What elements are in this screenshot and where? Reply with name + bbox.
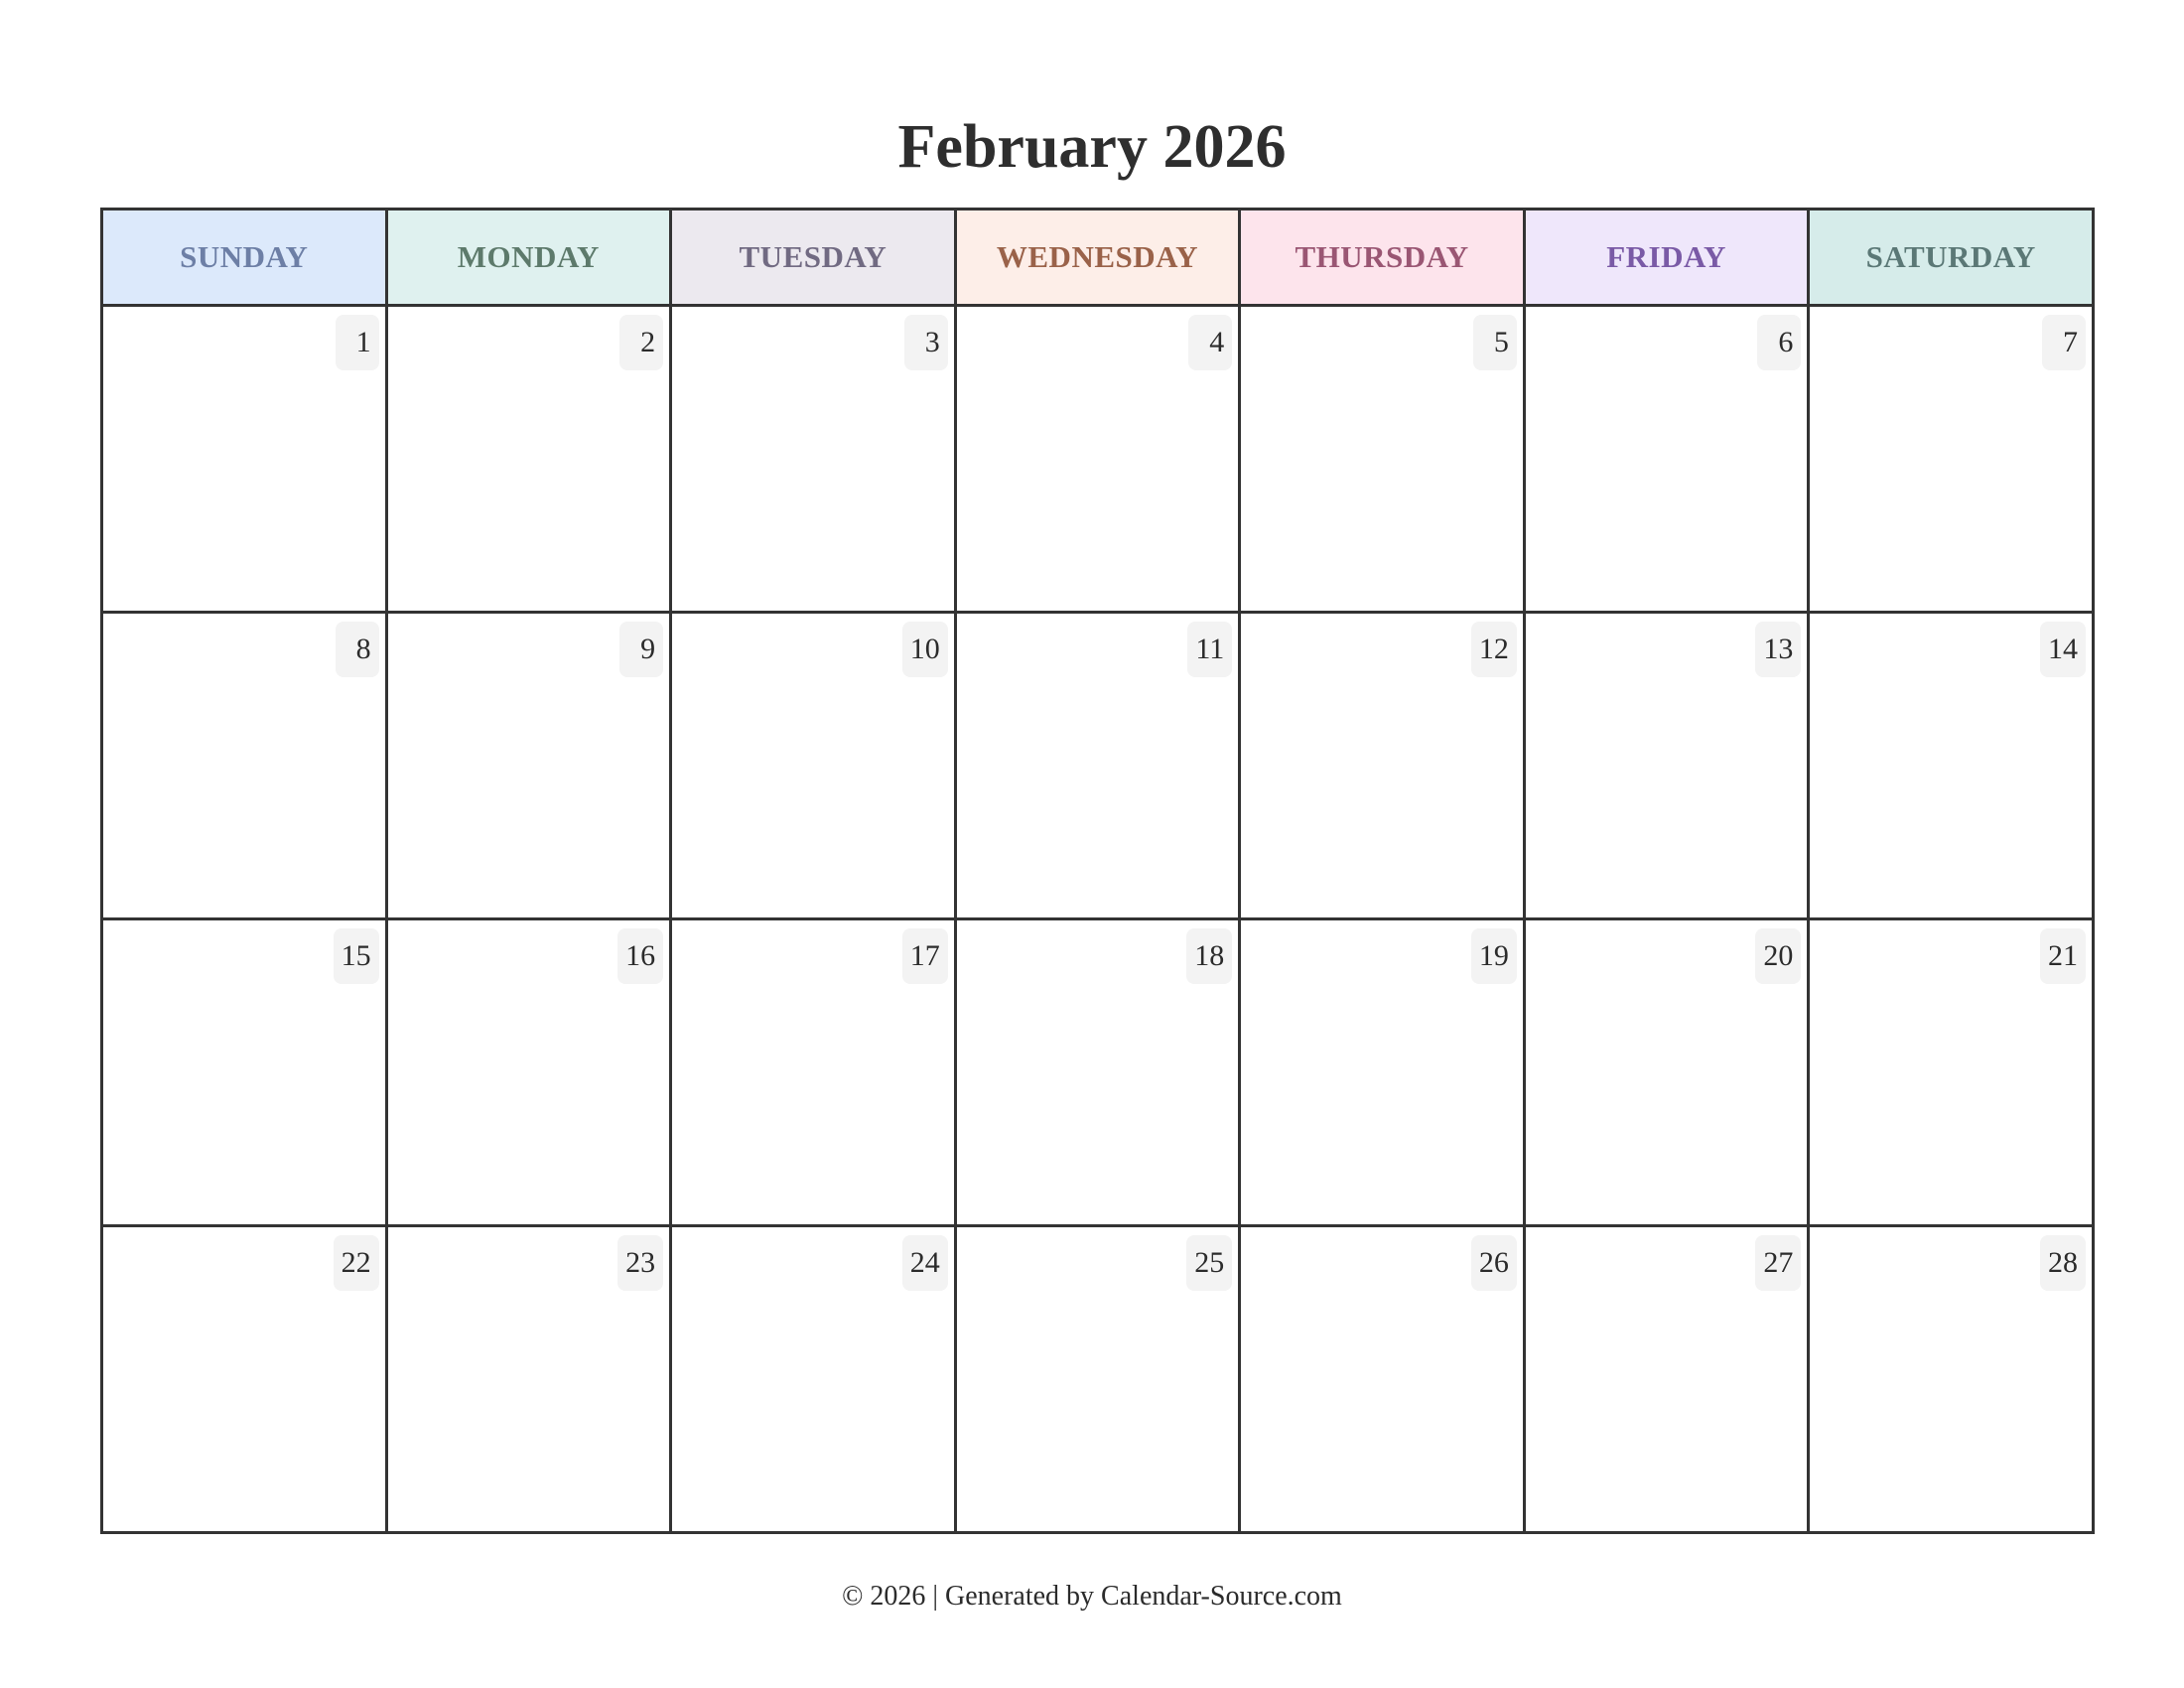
day-number: 1 bbox=[336, 315, 379, 370]
day-cell[interactable] bbox=[1524, 613, 1809, 919]
day-number: 18 bbox=[1186, 928, 1232, 984]
day-number: 14 bbox=[2040, 622, 2086, 677]
day-number: 20 bbox=[1755, 928, 1801, 984]
day-cell[interactable] bbox=[1240, 613, 1525, 919]
weekday-header-thursday: THURSDAY bbox=[1240, 210, 1525, 306]
day-cell[interactable] bbox=[1809, 306, 2094, 613]
day-number: 11 bbox=[1187, 622, 1232, 677]
day-cell[interactable] bbox=[1240, 1226, 1525, 1533]
month-calendar-grid bbox=[100, 208, 2095, 1534]
day-number: 8 bbox=[336, 622, 379, 677]
day-cell[interactable] bbox=[671, 613, 956, 919]
week-row bbox=[102, 919, 2094, 1226]
week-row bbox=[102, 1226, 2094, 1533]
day-number: 24 bbox=[902, 1235, 948, 1291]
day-cell[interactable] bbox=[386, 919, 671, 1226]
day-number: 21 bbox=[2040, 928, 2086, 984]
footer-credit: © 2026 | Generated by Calendar-Source.com bbox=[842, 1581, 1342, 1612]
day-number: 22 bbox=[334, 1235, 379, 1291]
weekday-header-tuesday: TUESDAY bbox=[671, 210, 956, 306]
day-number: 12 bbox=[1471, 622, 1517, 677]
day-cell[interactable] bbox=[386, 306, 671, 613]
week-row bbox=[102, 613, 2094, 919]
weekday-header-saturday: SATURDAY bbox=[1809, 210, 2094, 306]
day-cell[interactable] bbox=[955, 613, 1240, 919]
day-number: 28 bbox=[2040, 1235, 2086, 1291]
day-cell[interactable] bbox=[386, 613, 671, 919]
day-cell[interactable] bbox=[955, 306, 1240, 613]
day-cell[interactable] bbox=[1524, 919, 1809, 1226]
day-cell[interactable] bbox=[671, 1226, 956, 1533]
day-cell[interactable] bbox=[102, 1226, 387, 1533]
weekday-header-row bbox=[102, 210, 2094, 306]
day-number: 26 bbox=[1471, 1235, 1517, 1291]
weekday-header-wednesday: WEDNESDAY bbox=[955, 210, 1240, 306]
weekday-header-friday: FRIDAY bbox=[1524, 210, 1809, 306]
day-number: 15 bbox=[334, 928, 379, 984]
day-number: 7 bbox=[2042, 315, 2086, 370]
day-number: 3 bbox=[904, 315, 948, 370]
day-number: 2 bbox=[619, 315, 663, 370]
day-cell[interactable] bbox=[671, 919, 956, 1226]
page-title: February 2026 bbox=[897, 113, 1287, 181]
day-cell[interactable] bbox=[1240, 919, 1525, 1226]
day-cell[interactable] bbox=[102, 919, 387, 1226]
day-number: 25 bbox=[1186, 1235, 1232, 1291]
day-cell[interactable] bbox=[955, 919, 1240, 1226]
day-cell[interactable] bbox=[671, 306, 956, 613]
day-cell[interactable] bbox=[1240, 306, 1525, 613]
day-cell[interactable] bbox=[102, 306, 387, 613]
week-row bbox=[102, 306, 2094, 613]
day-cell[interactable] bbox=[1809, 1226, 2094, 1533]
weekday-header-sunday: SUNDAY bbox=[102, 210, 387, 306]
day-cell[interactable] bbox=[1524, 1226, 1809, 1533]
day-number: 16 bbox=[617, 928, 663, 984]
day-cell[interactable] bbox=[1524, 306, 1809, 613]
day-cell[interactable] bbox=[955, 1226, 1240, 1533]
day-cell[interactable] bbox=[1809, 919, 2094, 1226]
day-number: 17 bbox=[902, 928, 948, 984]
day-number: 13 bbox=[1755, 622, 1801, 677]
weekday-header-monday: MONDAY bbox=[386, 210, 671, 306]
day-number: 4 bbox=[1188, 315, 1232, 370]
day-number: 6 bbox=[1757, 315, 1801, 370]
day-number: 5 bbox=[1473, 315, 1517, 370]
day-number: 9 bbox=[619, 622, 663, 677]
day-number: 23 bbox=[617, 1235, 663, 1291]
day-cell[interactable] bbox=[1809, 613, 2094, 919]
day-cell[interactable] bbox=[102, 613, 387, 919]
day-number: 19 bbox=[1471, 928, 1517, 984]
day-number: 10 bbox=[902, 622, 948, 677]
day-number: 27 bbox=[1755, 1235, 1801, 1291]
day-cell[interactable] bbox=[386, 1226, 671, 1533]
